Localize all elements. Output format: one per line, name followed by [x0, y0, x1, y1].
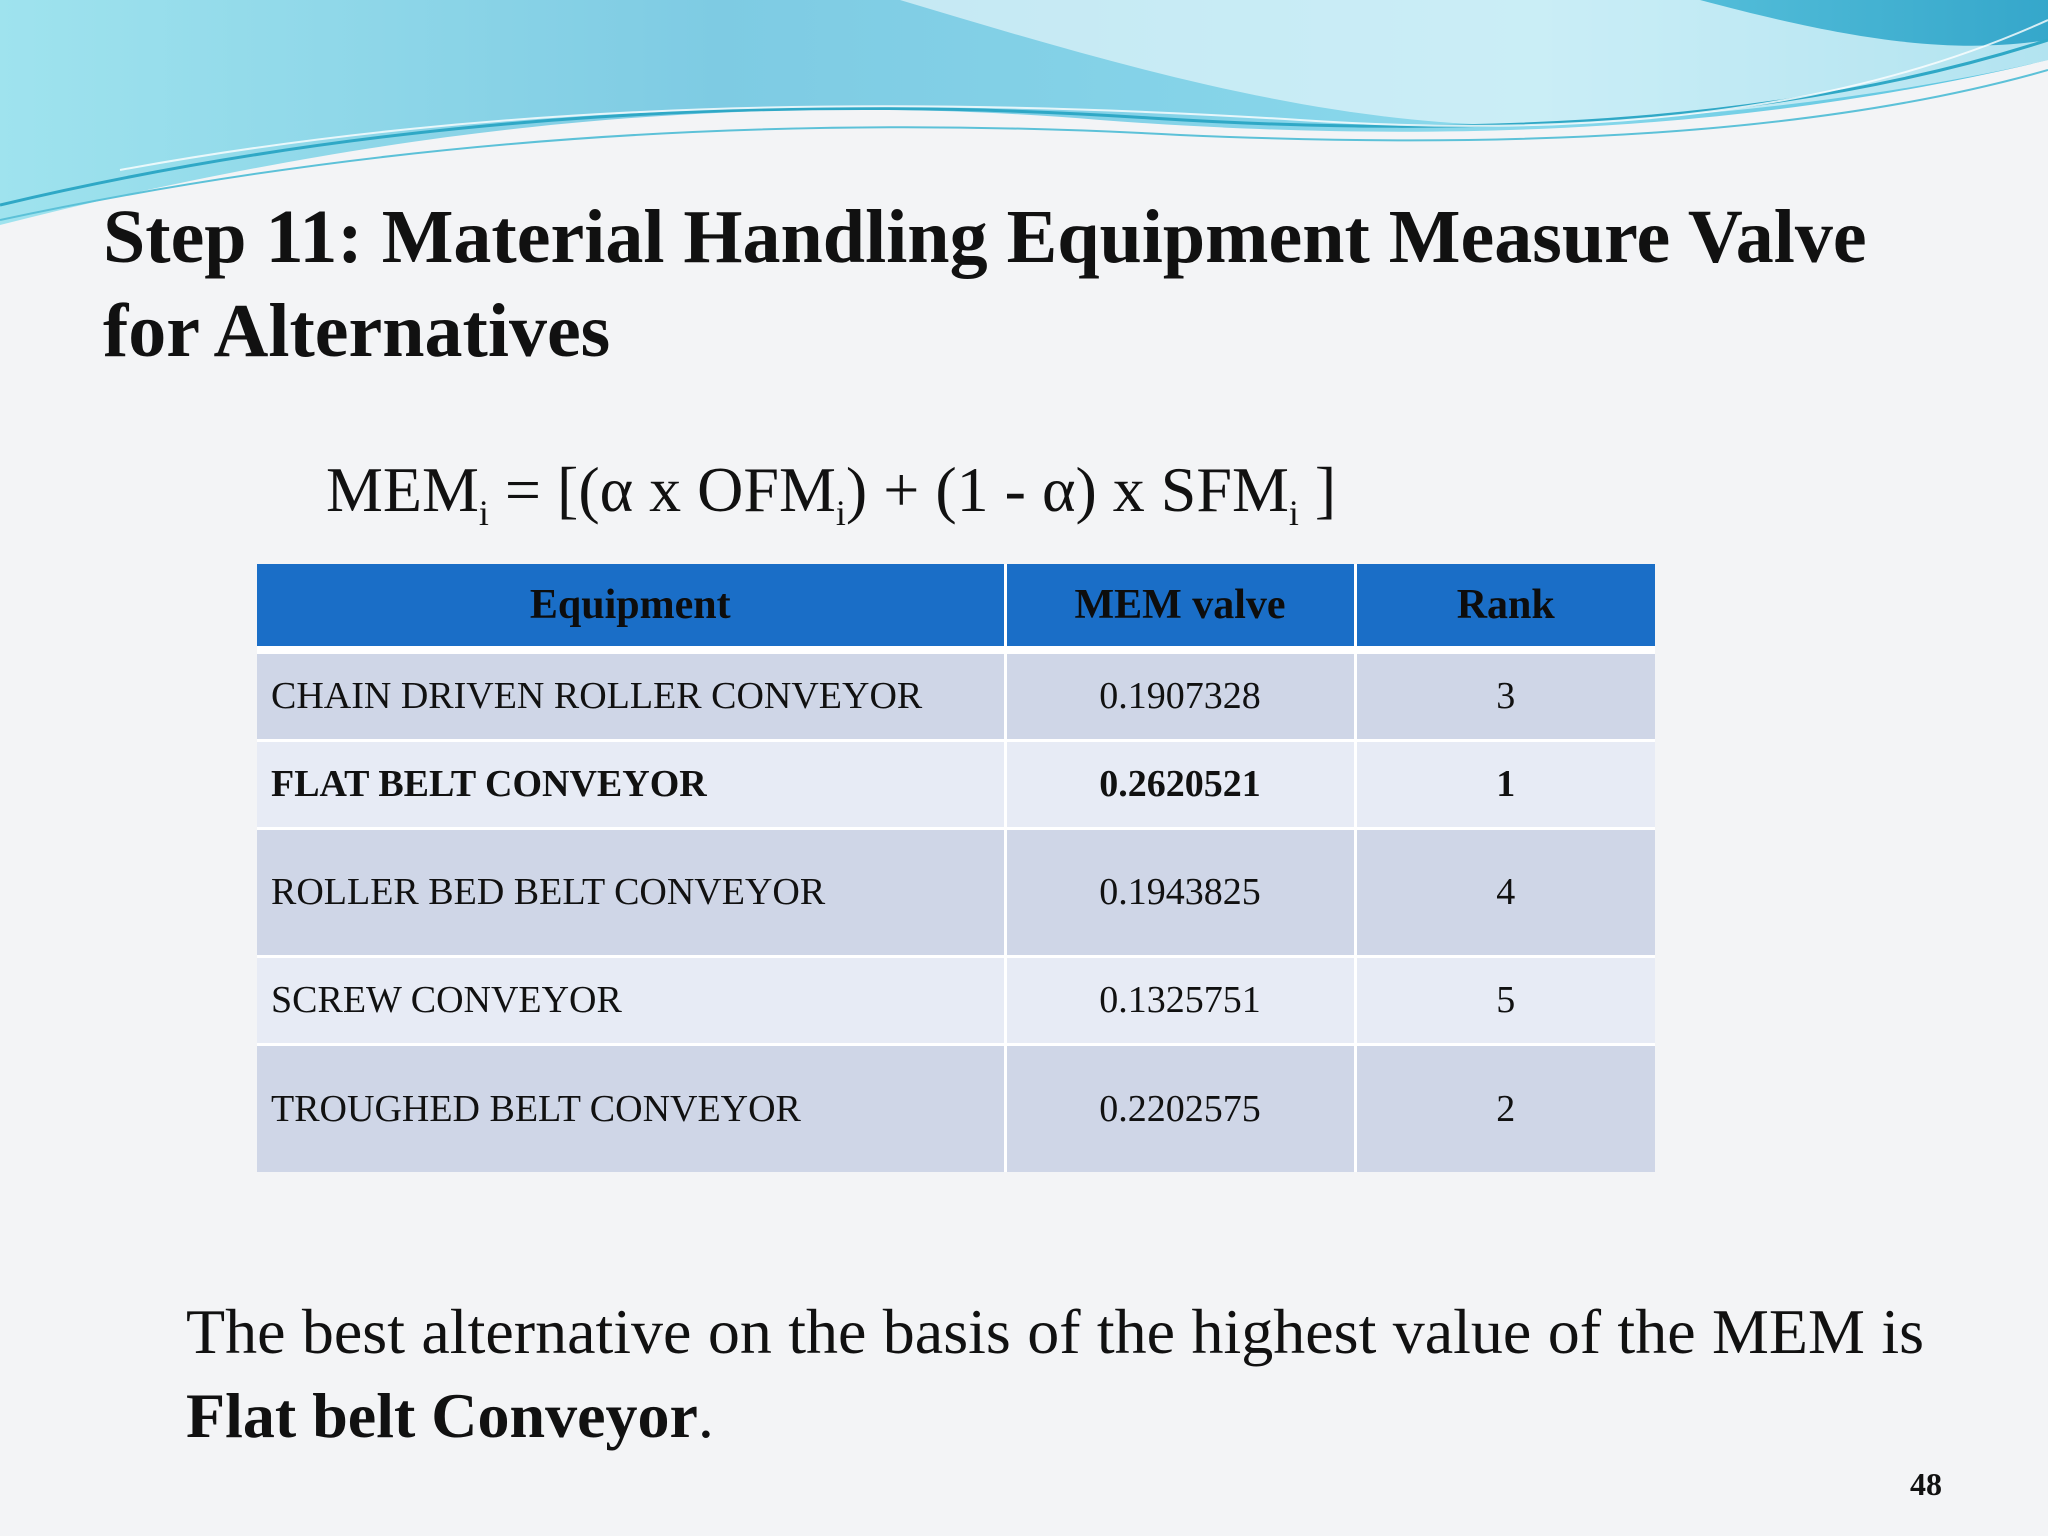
equipment-cell: TROUGHED BELT CONVEYOR [257, 1044, 1005, 1172]
equipment-cell: FLAT BELT CONVEYOR [257, 740, 1005, 828]
mem-value-cell: 0.2202575 [1005, 1044, 1355, 1172]
mem-formula [326, 445, 1336, 535]
conclusion-prefix: The best alternative on the basis of the highest value of the MEM is [186, 1296, 1924, 1367]
equipment-cell: CHAIN DRIVEN ROLLER CONVEYOR [257, 650, 1005, 740]
formula-sfm-subscript: i [1288, 493, 1299, 533]
table-row-best [257, 740, 1655, 828]
slide-title: Step 11: Material Handling Equipment Measure Valve for Alternatives [103, 195, 1867, 373]
column-header-rank: Rank [1355, 564, 1655, 650]
table-row [257, 650, 1655, 740]
mem-value-cell: 0.1325751 [1005, 956, 1355, 1044]
rank-cell: 1 [1355, 740, 1655, 828]
formula-lhs-subscript: i [478, 493, 489, 533]
mem-results-table [257, 564, 1655, 1172]
mem-value-cell: 0.2620521 [1005, 740, 1355, 828]
rank-cell: 3 [1355, 650, 1655, 740]
formula-ofm-subscript: i [835, 493, 846, 533]
formula-open: = [(α x OFM [488, 454, 836, 525]
conclusion-text [186, 1290, 1924, 1458]
rank-cell: 5 [1355, 956, 1655, 1044]
rank-cell: 4 [1355, 828, 1655, 956]
mem-value-cell: 0.1943825 [1005, 828, 1355, 956]
conclusion-suffix: . [697, 1380, 714, 1451]
column-header-equipment: Equipment [257, 564, 1005, 650]
equipment-cell: ROLLER BED BELT CONVEYOR [257, 828, 1005, 956]
table-row [257, 1044, 1655, 1172]
column-header-mem-valve: MEM valve [1005, 564, 1355, 650]
mem-value-cell: 0.1907328 [1005, 650, 1355, 740]
table-row [257, 956, 1655, 1044]
equipment-cell: SCREW CONVEYOR [257, 956, 1005, 1044]
formula-close: ] [1298, 454, 1337, 525]
formula-lhs: MEM [326, 454, 479, 525]
table-row [257, 828, 1655, 956]
formula-middle: ) + (1 - α) x SFM [845, 454, 1289, 525]
table-header-row [257, 564, 1655, 650]
page-number: 48 [1910, 1466, 1942, 1502]
conclusion-best-alternative: Flat belt Conveyor [186, 1380, 698, 1451]
rank-cell: 2 [1355, 1044, 1655, 1172]
